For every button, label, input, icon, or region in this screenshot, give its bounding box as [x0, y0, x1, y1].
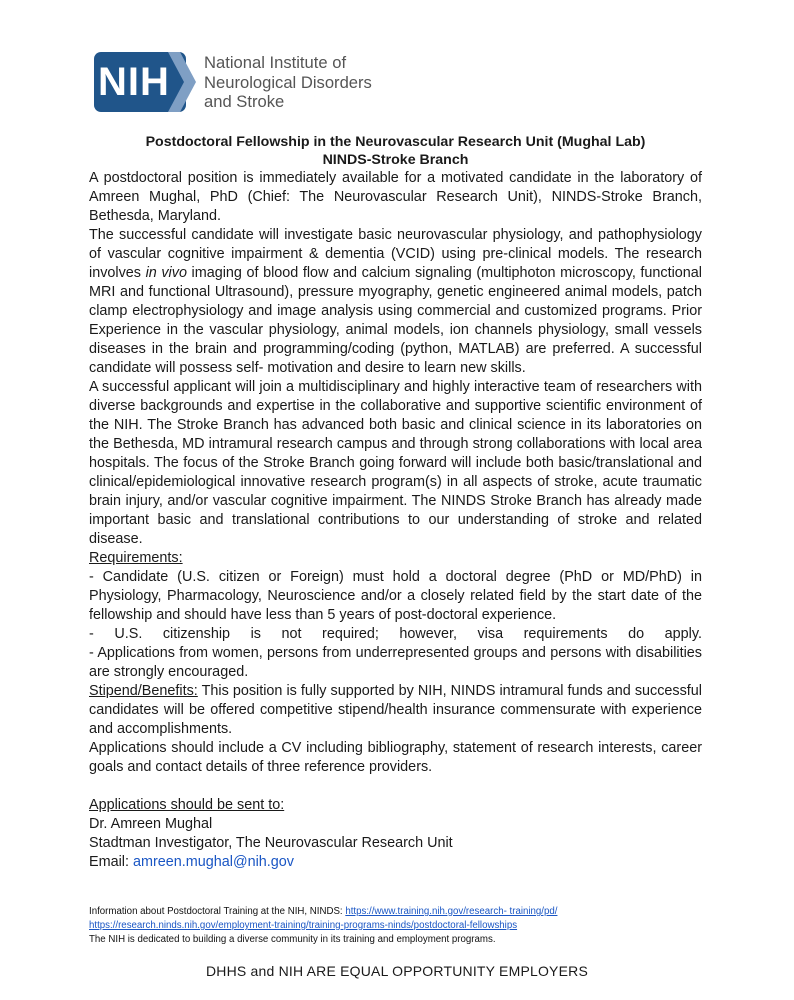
team-paragraph: A successful applicant will join a multidisciplinary and highly interactive team of researchers with diverse backgrounds and expertise in the collaborative and supportive scientific environment of the NIH. The Stroke Branch has advanced both basic and clinical science in its laboratories on the Bethesda, MD intramural research campus and through strong collaborations with local area hospitals. The focus of the Stroke Branch going forward will include both basic/translational and clinical/epidemiological innovative research program(s) in all aspects of stroke, acute traumatic brain injury, and/or vascular cognitive impairment. The NINDS Stroke Branch has already made important basic and translational contributions to our understanding of stroke and related disease. — [89, 379, 702, 547]
applications-paragraph: Applications should include a CV including bibliography, statement of research interests, career goals and contact details of three reference providers. — [89, 740, 702, 775]
logo-line-1: National Institute of — [204, 53, 347, 72]
chevron-icon — [168, 52, 196, 112]
diversity-statement: The NIH is dedicated to building a diverse community in its training and employment programs. — [89, 934, 496, 945]
requirement-item: - U.S. citizenship is not required; however, visa requirements do apply. — [89, 626, 702, 642]
research-paragraph — [89, 226, 702, 378]
email-label: Email: — [89, 854, 133, 870]
contact-email-line — [89, 853, 702, 872]
logo-line-2: Neurological Disorders — [204, 72, 372, 92]
requirements-heading: Requirements: — [89, 550, 183, 566]
training-info-line — [89, 905, 709, 919]
research-text-start: The successful candidate will investigate basic neurovascular physiology, and pathophysiology of vascular cognitive impairment & dementia (VCID) using pre-clinical models. The research involves — [89, 227, 702, 281]
logo-line-3: and Stroke — [204, 92, 285, 111]
nih-ninds-logo — [94, 52, 384, 114]
spacer — [89, 777, 702, 796]
requirement-item: - Applications from women, persons from underrepresented groups and persons with disabilities are strongly encouraged. — [89, 645, 702, 680]
stipend-paragraph — [89, 682, 702, 739]
stipend-text: This position is fully supported by NIH, NINDS intramural funds and successful candidates will be offered competitive stipend/health insurance commensurate with experience and accomplishments. — [89, 683, 702, 737]
footnote — [89, 905, 709, 947]
ninds-fellowship-link[interactable]: https://research.ninds.nih.gov/employment-training/training-programs-ninds/postdoctoral-fellowships — [89, 920, 518, 931]
stipend-heading: Stipend/Benefits: — [89, 683, 198, 699]
contact-name: Dr. Amreen Mughal — [89, 816, 213, 832]
page-title: Postdoctoral Fellowship in the Neurovascular Research Unit (Mughal Lab) — [145, 134, 646, 150]
training-info-label: Information about Postdoctoral Training at the NIH, NINDS: — [89, 906, 346, 917]
ninds-fellowship-line — [89, 919, 709, 933]
page-subtitle: NINDS-Stroke Branch — [322, 152, 469, 168]
contact-role: Stadtman Investigator, The Neurovascular Research Unit — [89, 835, 453, 851]
job-posting — [89, 133, 702, 872]
contact-heading: Applications should be sent to: — [89, 797, 285, 813]
training-link[interactable]: https://www.training.nih.gov/research- training/pd/ — [345, 906, 558, 917]
research-text-end: imaging of blood flow and calcium signaling (multiphoton microscopy, functional MRI and functional Ultrasound), pressure myography, genetic engineered animal models, patch clamp electrophysiology and image analysis using commercial and customized programs. Prior Experience in the vascular physiology, animal models, ion channels physiology, small vessels diseases in the brain and programming/coding (python, MATLAB) are preferred. A successful candidate will possess self- motivation and desire to learn new skills. — [89, 265, 702, 376]
intro-paragraph: A postdoctoral position is immediately available for a motivated candidate in the laboratory of Amreen Mughal, PhD (Chief: The Neurovascular Research Unit), NINDS-Stroke Branch, Bethesda, Maryland. — [89, 170, 702, 224]
email-link[interactable]: amreen.mughal@nih.gov — [132, 854, 294, 870]
equal-opportunity-statement: DHHS and NIH ARE EQUAL OPPORTUNITY EMPLOYERS — [206, 963, 588, 979]
nih-logo-abbr: NIH — [98, 60, 170, 104]
requirement-item: - Candidate (U.S. citizen or Foreign) must hold a doctoral degree (PhD or MD/PhD) in Physiology, Pharmacology, Neuroscience and/or a closely related field by the start date of the fellowship and should have less than 5 years of post-doctoral experience. — [89, 569, 702, 623]
logo-institute-name — [204, 53, 372, 112]
research-italic-term: in vivo — [145, 265, 187, 281]
